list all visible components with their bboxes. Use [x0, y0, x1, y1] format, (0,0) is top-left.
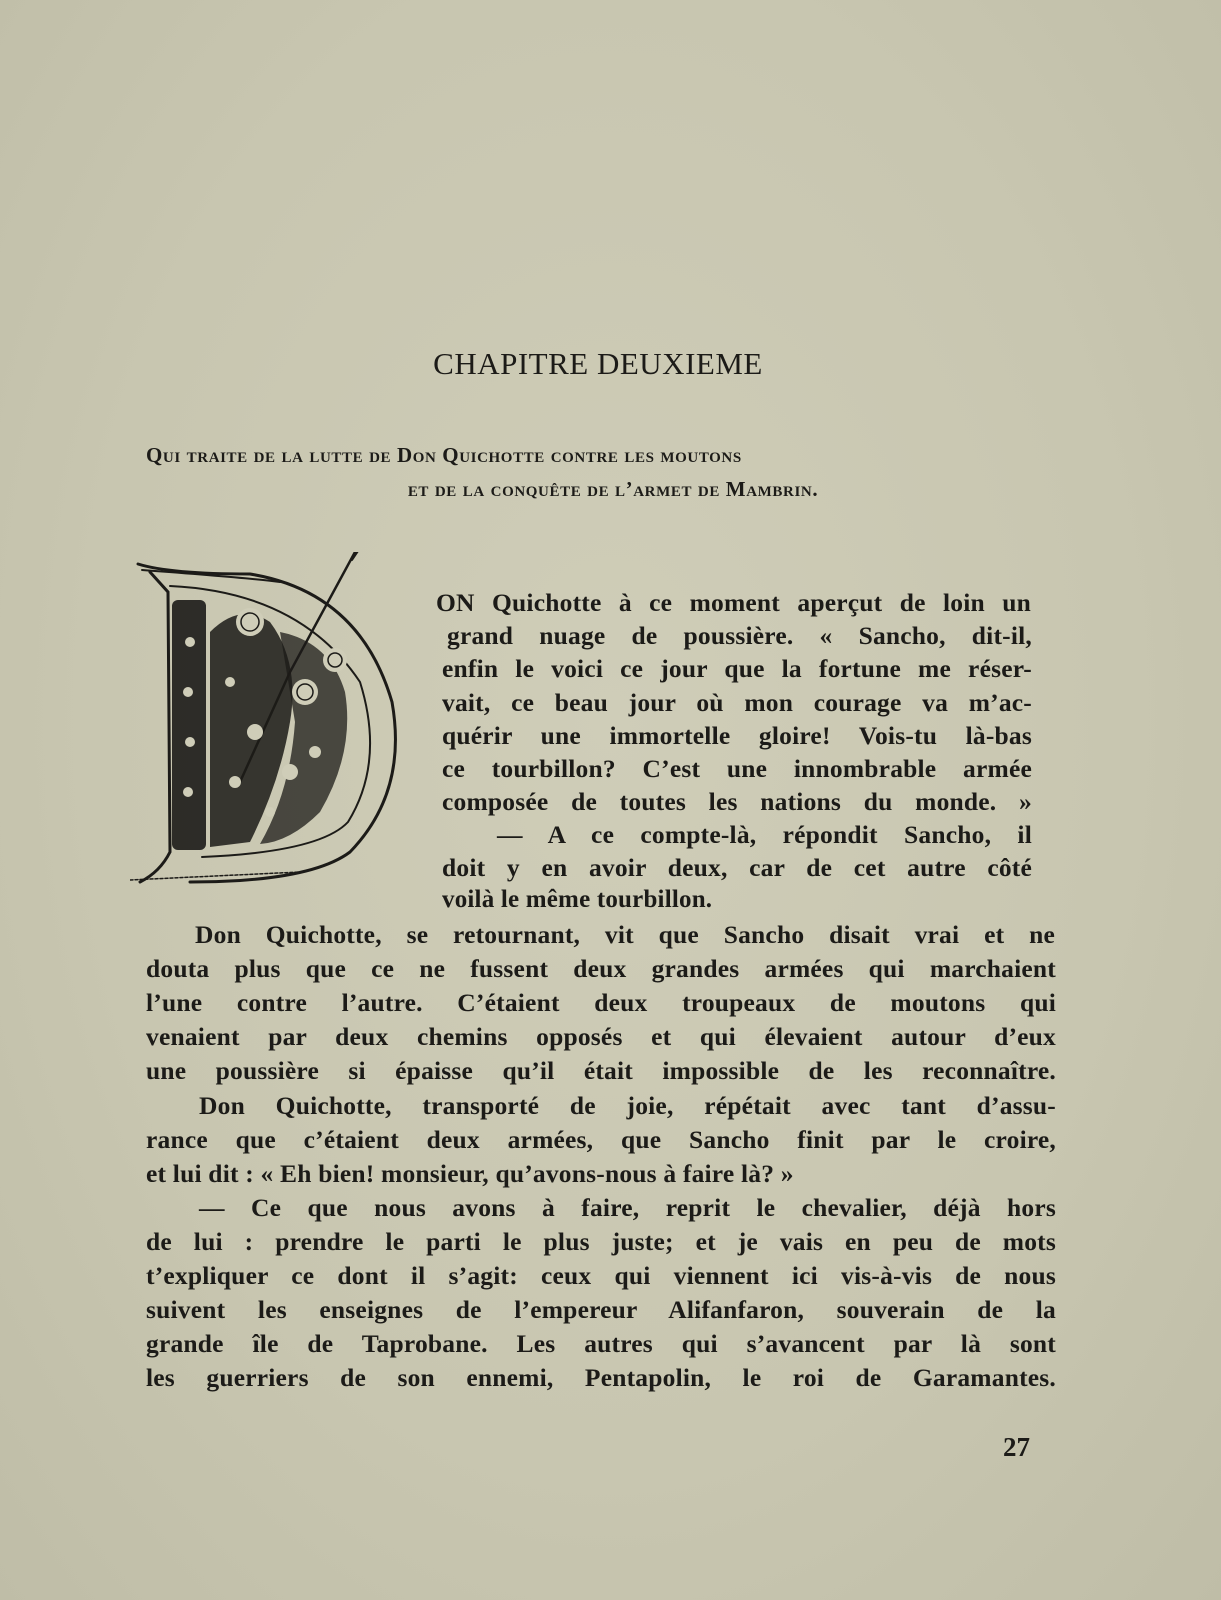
- chapter-subtitle: [146, 438, 1056, 506]
- text-line: rance que c’étaient deux armées, que Sancho finit par le croire,: [146, 1125, 1056, 1154]
- text-line: voilà le même tourbillon.: [442, 886, 713, 913]
- text-line: vait, ce beau jour où mon courage va m’ac-: [442, 688, 1032, 717]
- subtitle-line-2: et de la conquête de l’armet de Mambrin.: [407, 477, 819, 501]
- text-line: de lui : prendre le parti le plus juste; et je vais en peu de mots: [146, 1227, 1056, 1256]
- chapter-title: CHAPITRE DEUXIEME: [433, 346, 763, 381]
- text-line: Don Quichotte, transporté de joie, répétait avec tant d’assu-: [199, 1091, 1056, 1120]
- text-line: grande île de Taprobane. Les autres qui s’avancent par là sont: [146, 1329, 1056, 1358]
- text-line: Don Quichotte, se retournant, vit que Sancho disait vrai et ne: [195, 920, 1055, 949]
- page-number: 27: [1003, 1432, 1030, 1462]
- text-line: suivent les enseignes de l’empereur Alifanfaron, souverain de la: [146, 1295, 1056, 1324]
- text-line: douta plus que ce ne fussent deux grandes armées qui marchaient: [146, 954, 1056, 983]
- text-line: l’une contre l’autre. C’étaient deux troupeaux de moutons qui: [146, 988, 1056, 1017]
- text-line: doit y en avoir deux, car de cet autre côté: [442, 853, 1032, 882]
- text-line: — A ce compte-là, répondit Sancho, il: [497, 820, 1032, 849]
- text-line: et lui dit : « Eh bien! monsieur, qu’avons-nous à faire là? »: [146, 1159, 794, 1188]
- text-line: venaient par deux chemins opposés et qui élevaient autour d’eux: [146, 1022, 1056, 1051]
- text-line: quérir une immortelle gloire! Vois-tu là-bas: [442, 721, 1032, 750]
- text-line: — Ce que nous avons à faire, reprit le chevalier, déjà hors: [199, 1193, 1056, 1222]
- text-line: t’expliquer ce dont il s’agit: ceux qui viennent ici vis-à-vis de nous: [146, 1261, 1056, 1290]
- illustrated-dropcap-knight-image: [130, 552, 420, 912]
- text-line: une poussière si épaisse qu’il était impossible de les reconnaître.: [146, 1056, 1056, 1085]
- text-line: ce tourbillon? C’est une innombrable armée: [442, 754, 1032, 783]
- subtitle-line-1: Qui traite de la lutte de Don Quichotte contre les moutons: [146, 443, 742, 467]
- text-line: ON Quichotte à ce moment aperçut de loin un: [436, 588, 1031, 617]
- text-line: enfin le voici ce jour que la fortune me réser-: [442, 654, 1032, 683]
- text-line: grand nuage de poussière. « Sancho, dit-il,: [447, 621, 1032, 650]
- text-line: les guerriers de son ennemi, Pentapolin, le roi de Garamantes.: [146, 1363, 1056, 1392]
- text-line: composée de toutes les nations du monde. »: [442, 787, 1032, 816]
